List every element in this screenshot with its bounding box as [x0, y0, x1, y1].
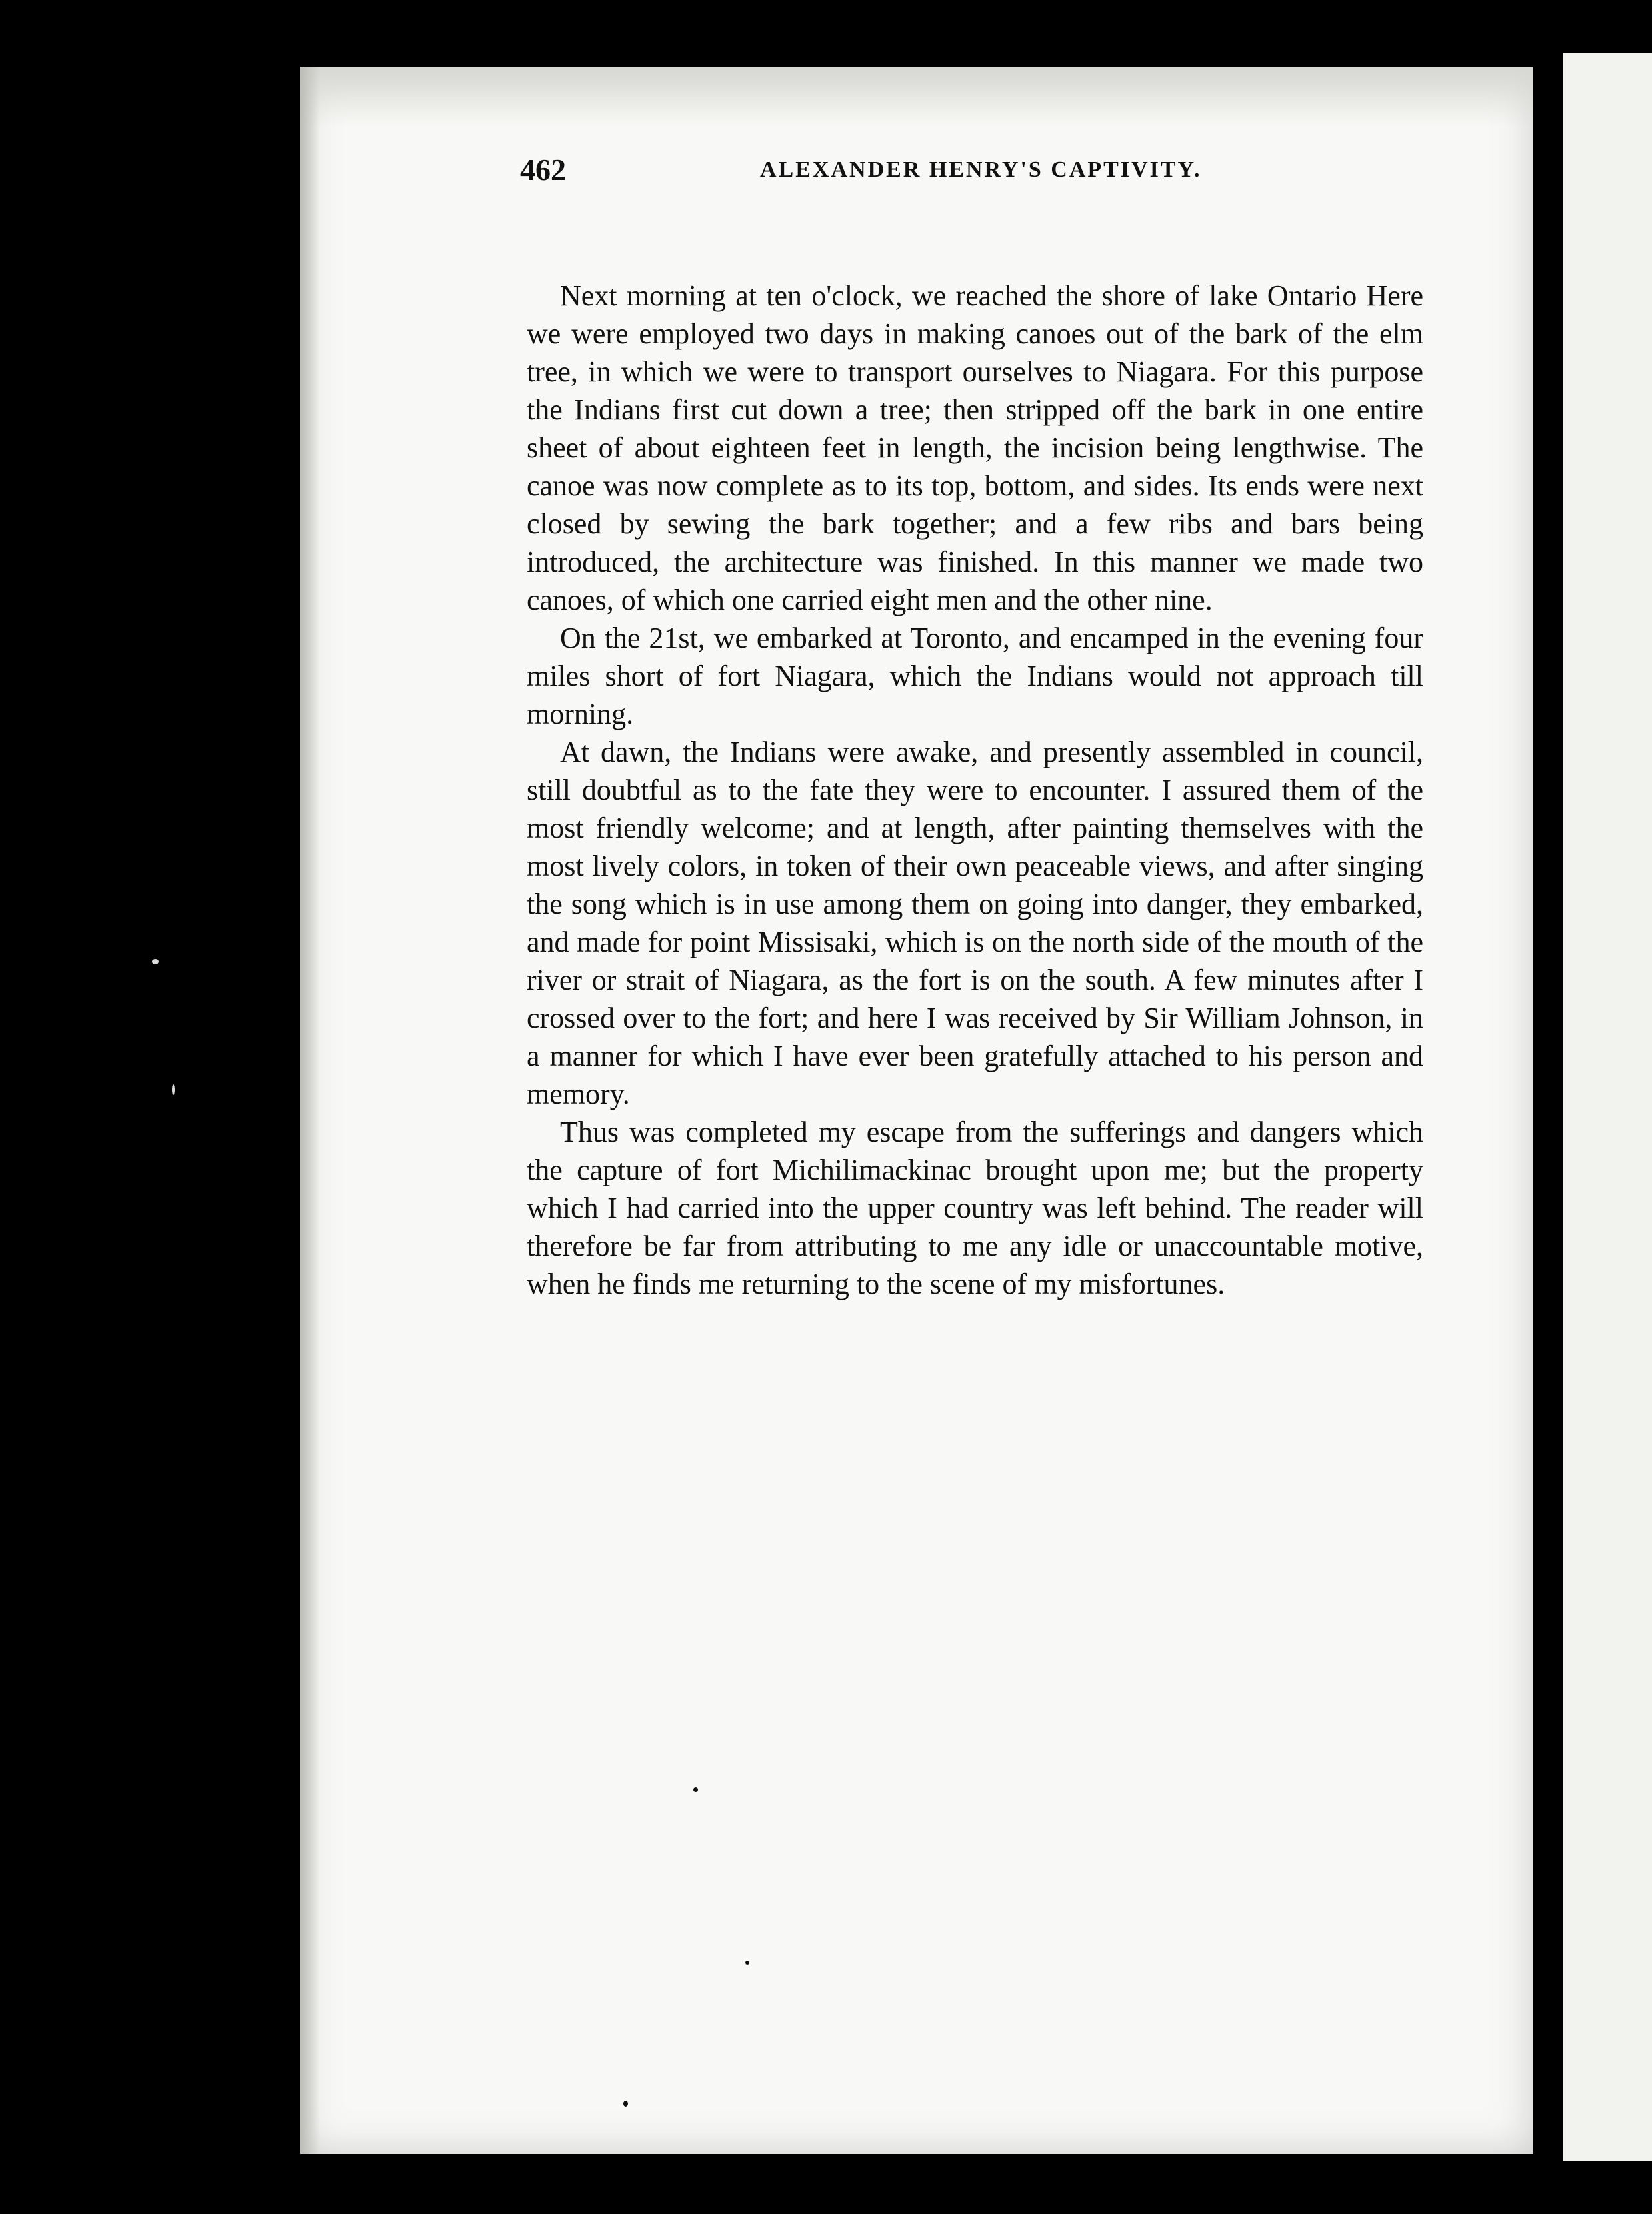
- scan-speck: [172, 1084, 175, 1095]
- scan-speck: [745, 1961, 749, 1965]
- body-text: [527, 277, 1423, 1303]
- scan-speck: [152, 959, 159, 964]
- running-head: ALEXANDER HENRY'S CAPTIVITY.: [760, 157, 1202, 182]
- page-header: [520, 152, 1507, 199]
- scan-speck: [693, 1787, 698, 1792]
- scan-speck: [623, 2101, 628, 2107]
- page-number: 462: [520, 153, 566, 187]
- paragraph: At dawn, the Indians were awake, and presently assembled in council, still doubtful as to the fate they were to encounter. I assured them of the most friendly welcome; and at length, after painting themselves with the most lively colors, in token of their own peaceable views, and after singing the song which is in use among them on going into danger, they embarked, and made for point Missisaki, which is on the north side of the mouth of the river or strait of Niagara, as the fort is on the south. A few minutes after I crossed over to the fort; and here I was received by Sir William Johnson, in a manner for which I have ever been gratefully attached to his person and memory.: [527, 736, 1423, 1110]
- facing-page-edge: [1563, 53, 1652, 2161]
- paragraph: Thus was completed my escape from the sufferings and dangers which the capture of fort Michilimackinac brought upon me; but the property which I had carried into the upper country was left behind. The reader will therefore be far from attributing to me any idle or unaccountable motive, when he finds me returning to the scene of my misfortunes.: [527, 1116, 1423, 1300]
- paragraph: Next morning at ten o'clock, we reached the shore of lake Ontario Here we were employed two days in making canoes out of the bark of the elm tree, in which we were to transport ourselves to Niagara. For this purpose the Indians first cut down a tree; then stripped off the bark in one entire sheet of about eighteen feet in length, the incision being lengthwise. The canoe was now complete as to its top, bottom, and sides. Its ends were next closed by sewing the bark together; and a few ribs and bars being introduced, the architecture was finished. In this manner we made two canoes, of which one carried eight men and the other nine.: [527, 279, 1423, 616]
- paragraph: On the 21st, we embarked at Toronto, and encamped in the evening four miles short of fort Niagara, which the Indians would not approach till morning.: [527, 622, 1423, 730]
